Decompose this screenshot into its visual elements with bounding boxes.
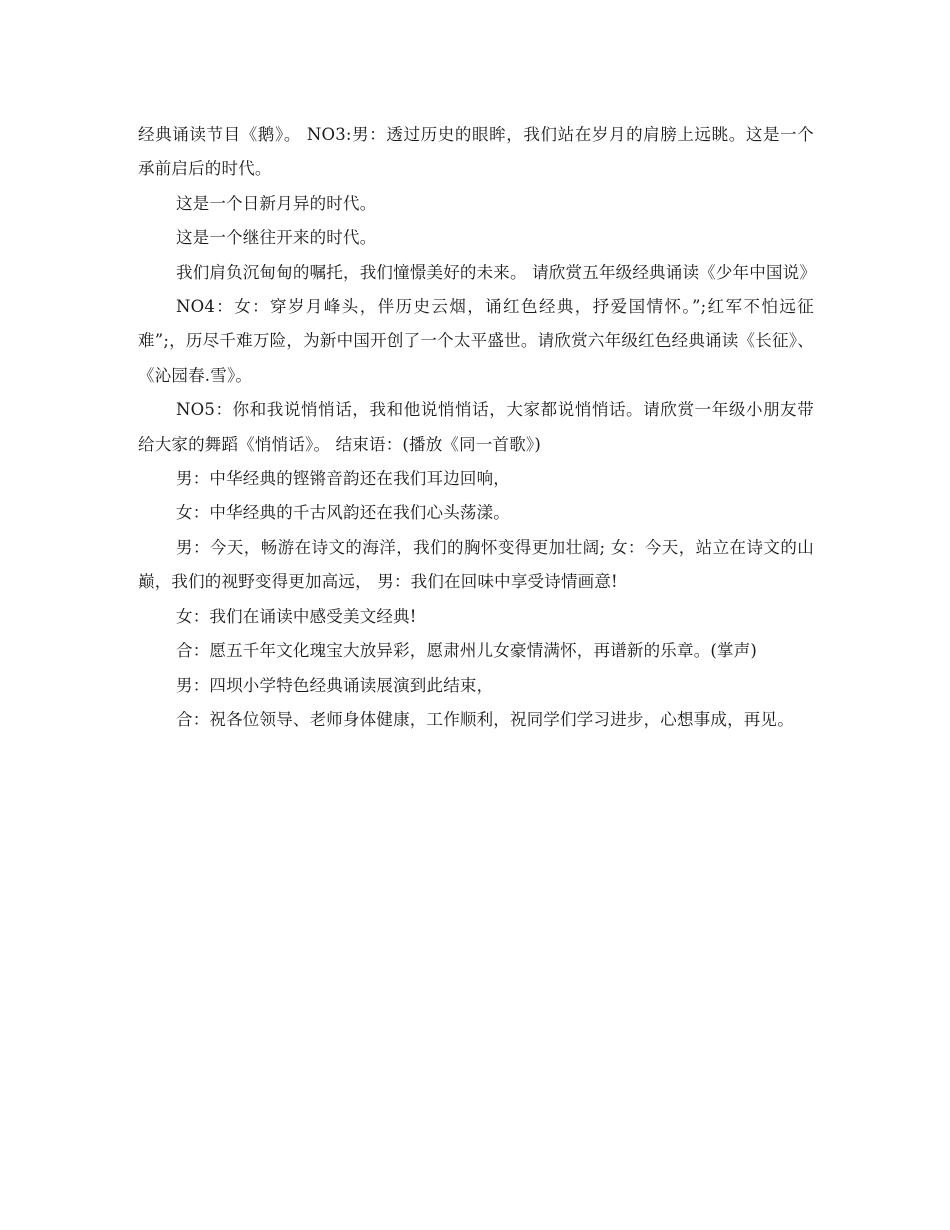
paragraph: NO4：女：穿岁月峰头，伴历史云烟，诵红色经典，抒爱国情怀。”;红军不怕远征难”;，历尽千难万险，为新中国开创了一个太平盛世。请欣赏六年级红色经典诵读《长征》、《沁园春.雪》。 [138, 297, 814, 385]
paragraph: 合：愿五千年文化瑰宝大放异彩，愿肃州儿女豪情满怀，再谱新的乐章。(掌声) [176, 641, 758, 661]
paragraph: 女：中华经典的千古风韵还在我们心头荡漾。 [176, 503, 510, 523]
paragraph: 男：四坝小学特色经典诵读展演到此结束， [176, 675, 494, 695]
paragraph: 合：祝各位领导、老师身体健康，工作顺利，祝同学们学习进步，心想事成，再见。 [176, 709, 794, 729]
paragraph: 经典诵读节目《鹅》。 NO3:男：透过历史的眼眸，我们站在岁月的肩膀上远眺。这是一个承前启后的时代。 [138, 125, 814, 179]
paragraph: NO5：你和我说悄悄话，我和他说悄悄话，大家都说悄悄话。请欣赏一年级小朋友带给大家的舞蹈《悄悄话》。 结束语：(播放《同一首歌》) [138, 400, 814, 454]
paragraph: 我们肩负沉甸甸的嘱托，我们憧憬美好的未来。 请欣赏五年级经典诵读《少年中国说》 [176, 262, 817, 282]
paragraph: 这是一个日新月异的时代。 [176, 193, 377, 213]
paragraph: 男：今天，畅游在诗文的海洋，我们的胸怀变得更加壮阔; 女：今天，站立在诗文的山巅，我们的视野变得更加高远， 男：我们在回味中享受诗情画意! [138, 537, 814, 592]
paragraph: 女：我们在诵读中感受美文经典! [176, 606, 417, 626]
document-body [138, 118, 817, 737]
paragraph: 这是一个继往开来的时代。 [176, 228, 377, 248]
paragraph: 男：中华经典的铿锵音韵还在我们耳边回响， [176, 469, 510, 489]
